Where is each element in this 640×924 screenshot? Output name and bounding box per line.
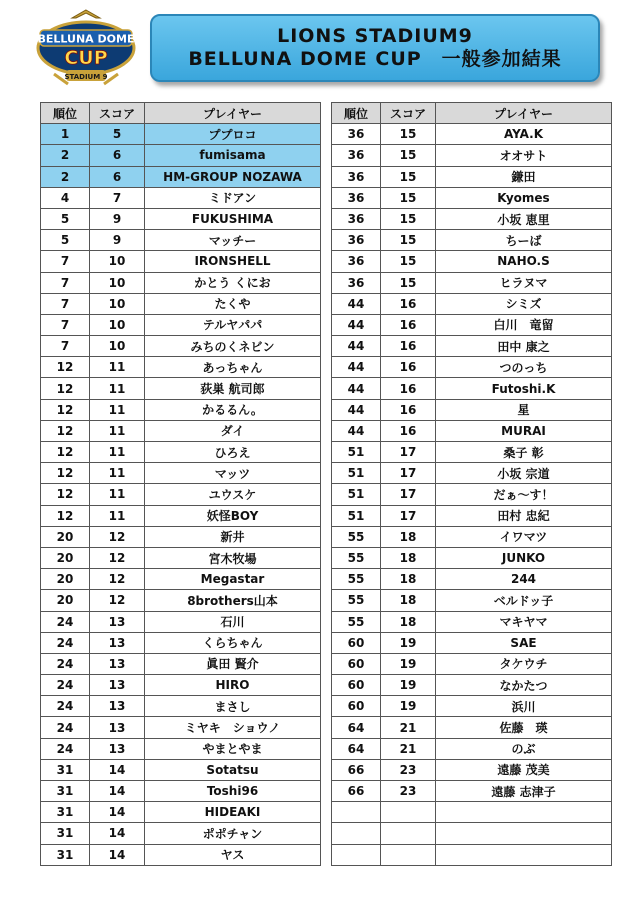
score-cell: 13 — [90, 696, 145, 717]
table-row — [332, 590, 612, 611]
score-cell: 10 — [90, 251, 145, 272]
player-cell: シミズ — [436, 293, 612, 314]
rank-cell: 44 — [332, 293, 381, 314]
player-cell: IRONSHELL — [145, 251, 321, 272]
player-cell: テルヤパパ — [145, 314, 321, 335]
rank-cell: 31 — [41, 844, 90, 865]
table-row — [41, 632, 321, 653]
rank-cell: 7 — [41, 314, 90, 335]
rank-cell: 12 — [41, 463, 90, 484]
header-rank: 順位 — [41, 103, 90, 124]
score-cell: 10 — [90, 293, 145, 314]
rank-cell — [332, 802, 381, 823]
player-cell: 8brothers山本 — [145, 590, 321, 611]
rank-cell: 51 — [332, 484, 381, 505]
player-cell: つのっち — [436, 357, 612, 378]
score-cell: 19 — [381, 675, 436, 696]
player-cell: AYA.K — [436, 124, 612, 145]
score-cell: 17 — [381, 505, 436, 526]
table-row — [332, 124, 612, 145]
player-cell: ミヤキ ショウノ — [145, 717, 321, 738]
player-cell: 遠藤 志津子 — [436, 781, 612, 802]
player-cell: 白川 竜留 — [436, 314, 612, 335]
score-cell: 16 — [381, 378, 436, 399]
table-row — [332, 420, 612, 441]
table-row — [41, 399, 321, 420]
score-cell: 15 — [381, 145, 436, 166]
rank-cell: 36 — [332, 145, 381, 166]
belluna-dome-cup-logo — [34, 8, 138, 88]
table-row — [332, 357, 612, 378]
score-cell: 11 — [90, 399, 145, 420]
rank-cell: 44 — [332, 336, 381, 357]
rank-cell: 24 — [41, 611, 90, 632]
table-row — [41, 696, 321, 717]
rank-cell: 60 — [332, 653, 381, 674]
header-player: プレイヤー — [145, 103, 321, 124]
table-row — [41, 442, 321, 463]
score-cell: 14 — [90, 781, 145, 802]
player-cell: なかたつ — [436, 675, 612, 696]
rank-cell: 20 — [41, 569, 90, 590]
score-cell: 23 — [381, 781, 436, 802]
score-cell: 18 — [381, 547, 436, 568]
player-cell: 浜川 — [436, 696, 612, 717]
score-cell: 10 — [90, 336, 145, 357]
player-cell: だぁ～す！ — [436, 484, 612, 505]
score-cell: 19 — [381, 653, 436, 674]
score-cell: 13 — [90, 675, 145, 696]
player-cell: タケウチ — [436, 653, 612, 674]
score-cell: 18 — [381, 569, 436, 590]
table-row — [41, 738, 321, 759]
rank-cell: 31 — [41, 781, 90, 802]
table-row — [332, 547, 612, 568]
rank-cell: 4 — [41, 187, 90, 208]
player-cell: ひろえ — [145, 442, 321, 463]
table-row — [41, 230, 321, 251]
player-cell: 眞田 賢介 — [145, 653, 321, 674]
player-cell: 星 — [436, 399, 612, 420]
score-cell — [381, 823, 436, 844]
table-row — [332, 251, 612, 272]
rank-cell: 12 — [41, 357, 90, 378]
player-cell: HM-GROUP NOZAWA — [145, 166, 321, 187]
banner-title-line1: LIONS STADIUM9 — [277, 25, 473, 47]
score-cell: 15 — [381, 208, 436, 229]
table-row — [332, 314, 612, 335]
table-row — [332, 611, 612, 632]
table-row — [332, 187, 612, 208]
score-cell: 11 — [90, 378, 145, 399]
player-cell: 荻巣 航司郎 — [145, 378, 321, 399]
rank-cell: 60 — [332, 696, 381, 717]
rank-cell: 36 — [332, 208, 381, 229]
score-cell: 19 — [381, 696, 436, 717]
rank-cell: 44 — [332, 357, 381, 378]
player-cell: Toshi96 — [145, 781, 321, 802]
table-row — [41, 272, 321, 293]
score-cell: 16 — [381, 293, 436, 314]
score-cell — [381, 802, 436, 823]
table-header-row — [332, 103, 612, 124]
table-row — [41, 420, 321, 441]
player-cell: マッチー — [145, 230, 321, 251]
score-cell: 15 — [381, 187, 436, 208]
rank-cell: 20 — [41, 526, 90, 547]
rank-cell: 24 — [41, 653, 90, 674]
player-cell: Futoshi.K — [436, 378, 612, 399]
rank-cell: 44 — [332, 399, 381, 420]
table-header-row — [41, 103, 321, 124]
score-cell: 5 — [90, 124, 145, 145]
table-row — [332, 230, 612, 251]
table-row — [332, 293, 612, 314]
rank-cell: 55 — [332, 611, 381, 632]
score-cell: 19 — [381, 632, 436, 653]
table-row — [332, 484, 612, 505]
table-row — [332, 442, 612, 463]
table-row — [41, 463, 321, 484]
table-row — [41, 208, 321, 229]
player-cell: みちのくネビン — [145, 336, 321, 357]
table-row — [332, 802, 612, 823]
score-cell: 10 — [90, 314, 145, 335]
score-cell: 14 — [90, 759, 145, 780]
score-cell: 7 — [90, 187, 145, 208]
player-cell: ププロコ — [145, 124, 321, 145]
player-cell: ポポチャン — [145, 823, 321, 844]
player-cell: 田中 康之 — [436, 336, 612, 357]
rank-cell: 7 — [41, 293, 90, 314]
table-row — [41, 187, 321, 208]
score-cell: 14 — [90, 823, 145, 844]
player-cell: HIRO — [145, 675, 321, 696]
table-row — [332, 759, 612, 780]
table-row — [332, 844, 612, 865]
rank-cell: 12 — [41, 505, 90, 526]
rank-cell: 24 — [41, 738, 90, 759]
player-cell: SAE — [436, 632, 612, 653]
rank-cell: 44 — [332, 378, 381, 399]
player-cell: マキヤマ — [436, 611, 612, 632]
score-cell: 16 — [381, 336, 436, 357]
player-cell: あっちゃん — [145, 357, 321, 378]
player-cell: HIDEAKI — [145, 802, 321, 823]
player-cell: ヤス — [145, 844, 321, 865]
score-cell: 9 — [90, 230, 145, 251]
player-cell: ユウスケ — [145, 484, 321, 505]
table-row — [41, 505, 321, 526]
rank-cell: 7 — [41, 251, 90, 272]
table-row — [41, 759, 321, 780]
rank-cell: 2 — [41, 166, 90, 187]
table-row — [332, 272, 612, 293]
rank-cell: 1 — [41, 124, 90, 145]
score-cell: 15 — [381, 272, 436, 293]
player-cell: Kyomes — [436, 187, 612, 208]
score-cell: 15 — [381, 124, 436, 145]
table-row — [41, 526, 321, 547]
rank-cell: 24 — [41, 717, 90, 738]
player-cell: 小坂 恵里 — [436, 208, 612, 229]
player-cell: fumisama — [145, 145, 321, 166]
header-score: スコア — [90, 103, 145, 124]
player-cell: 佐藤 瑛 — [436, 717, 612, 738]
table-row — [41, 293, 321, 314]
player-cell: ダイ — [145, 420, 321, 441]
rank-cell: 55 — [332, 590, 381, 611]
rank-cell: 24 — [41, 632, 90, 653]
rank-cell: 44 — [332, 314, 381, 335]
score-cell: 13 — [90, 717, 145, 738]
player-cell: ベルドッ子 — [436, 590, 612, 611]
score-cell: 11 — [90, 505, 145, 526]
player-cell: ミドアン — [145, 187, 321, 208]
player-cell — [436, 823, 612, 844]
table-row — [332, 569, 612, 590]
score-cell: 18 — [381, 526, 436, 547]
player-cell: 宮木牧場 — [145, 547, 321, 568]
player-cell: くらちゃん — [145, 632, 321, 653]
player-cell: FUKUSHIMA — [145, 208, 321, 229]
score-cell: 21 — [381, 738, 436, 759]
table-row — [41, 569, 321, 590]
table-row — [332, 781, 612, 802]
score-cell: 11 — [90, 463, 145, 484]
rank-cell: 51 — [332, 442, 381, 463]
player-cell: 妖怪BOY — [145, 505, 321, 526]
rank-cell: 66 — [332, 759, 381, 780]
score-cell: 18 — [381, 590, 436, 611]
table-row — [332, 208, 612, 229]
table-row — [41, 357, 321, 378]
table-row — [41, 781, 321, 802]
table-row — [332, 336, 612, 357]
rank-cell: 66 — [332, 781, 381, 802]
table-row — [41, 378, 321, 399]
table-row — [41, 145, 321, 166]
table-row — [41, 124, 321, 145]
results-table-left — [40, 102, 321, 866]
player-cell: 石川 — [145, 611, 321, 632]
player-cell: ちーば — [436, 230, 612, 251]
rank-cell: 36 — [332, 251, 381, 272]
player-cell: かるるん。 — [145, 399, 321, 420]
rank-cell: 36 — [332, 187, 381, 208]
header-player: プレイヤー — [436, 103, 612, 124]
table-row — [41, 251, 321, 272]
player-cell — [436, 802, 612, 823]
rank-cell: 24 — [41, 675, 90, 696]
table-row — [332, 823, 612, 844]
rank-cell: 2 — [41, 145, 90, 166]
svg-text:BELLUNA DOME: BELLUNA DOME — [37, 32, 135, 46]
table-row — [332, 166, 612, 187]
score-cell: 17 — [381, 442, 436, 463]
score-cell: 11 — [90, 420, 145, 441]
score-cell: 6 — [90, 145, 145, 166]
player-cell — [436, 844, 612, 865]
score-cell: 16 — [381, 314, 436, 335]
table-row — [332, 399, 612, 420]
rank-cell: 51 — [332, 463, 381, 484]
table-row — [332, 653, 612, 674]
table-row — [41, 484, 321, 505]
player-cell: 遠藤 茂美 — [436, 759, 612, 780]
rank-cell: 12 — [41, 484, 90, 505]
score-cell: 18 — [381, 611, 436, 632]
table-row — [41, 611, 321, 632]
title-banner — [150, 14, 600, 82]
player-cell: オオサト — [436, 145, 612, 166]
score-cell: 16 — [381, 420, 436, 441]
rank-cell: 36 — [332, 272, 381, 293]
score-cell — [381, 844, 436, 865]
score-cell: 6 — [90, 166, 145, 187]
score-cell: 13 — [90, 611, 145, 632]
rank-cell: 60 — [332, 632, 381, 653]
table-row — [41, 336, 321, 357]
player-cell: Sotatsu — [145, 759, 321, 780]
rank-cell: 12 — [41, 378, 90, 399]
svg-text:CUP: CUP — [64, 47, 108, 69]
player-cell: 新井 — [145, 526, 321, 547]
rank-cell: 60 — [332, 675, 381, 696]
table-row — [332, 632, 612, 653]
score-cell: 12 — [90, 590, 145, 611]
svg-text:STADIUM 9: STADIUM 9 — [64, 73, 108, 81]
results-table-right — [331, 102, 612, 866]
score-cell: 12 — [90, 569, 145, 590]
table-row — [41, 675, 321, 696]
table-row — [332, 717, 612, 738]
table-row — [41, 590, 321, 611]
rank-cell: 5 — [41, 208, 90, 229]
rank-cell: 12 — [41, 399, 90, 420]
score-cell: 13 — [90, 653, 145, 674]
table-row — [332, 378, 612, 399]
table-row — [41, 802, 321, 823]
table-row — [41, 844, 321, 865]
rank-cell: 55 — [332, 547, 381, 568]
score-cell: 13 — [90, 632, 145, 653]
rank-cell: 36 — [332, 166, 381, 187]
player-cell: まさし — [145, 696, 321, 717]
rank-cell: 24 — [41, 696, 90, 717]
rank-cell: 31 — [41, 802, 90, 823]
table-row — [41, 823, 321, 844]
table-row — [332, 463, 612, 484]
rank-cell: 20 — [41, 590, 90, 611]
player-cell: 244 — [436, 569, 612, 590]
table-row — [41, 314, 321, 335]
player-cell: かとう くにお — [145, 272, 321, 293]
score-cell: 16 — [381, 399, 436, 420]
table-row — [332, 526, 612, 547]
table-row — [332, 505, 612, 526]
rank-cell: 55 — [332, 526, 381, 547]
score-cell: 15 — [381, 251, 436, 272]
player-cell: 田村 忠紀 — [436, 505, 612, 526]
player-cell: イワマツ — [436, 526, 612, 547]
score-cell: 23 — [381, 759, 436, 780]
rank-cell: 64 — [332, 738, 381, 759]
score-cell: 15 — [381, 230, 436, 251]
table-row — [41, 653, 321, 674]
rank-cell: 31 — [41, 759, 90, 780]
player-cell: NAHO.S — [436, 251, 612, 272]
header-score: スコア — [381, 103, 436, 124]
rank-cell: 55 — [332, 569, 381, 590]
player-cell: 小坂 宗道 — [436, 463, 612, 484]
player-cell: MURAI — [436, 420, 612, 441]
player-cell: マッツ — [145, 463, 321, 484]
player-cell: のぶ — [436, 738, 612, 759]
score-cell: 14 — [90, 844, 145, 865]
table-row — [41, 547, 321, 568]
score-cell: 17 — [381, 463, 436, 484]
score-cell: 15 — [381, 166, 436, 187]
score-cell: 16 — [381, 357, 436, 378]
score-cell: 14 — [90, 802, 145, 823]
rank-cell: 12 — [41, 420, 90, 441]
player-cell: 桑子 彰 — [436, 442, 612, 463]
score-cell: 10 — [90, 272, 145, 293]
score-cell: 9 — [90, 208, 145, 229]
player-cell: ヒラヌマ — [436, 272, 612, 293]
score-cell: 17 — [381, 484, 436, 505]
player-cell: 鎌田 — [436, 166, 612, 187]
score-cell: 13 — [90, 738, 145, 759]
rank-cell: 36 — [332, 124, 381, 145]
score-cell: 21 — [381, 717, 436, 738]
table-row — [332, 696, 612, 717]
player-cell: やまとやま — [145, 738, 321, 759]
score-cell: 11 — [90, 357, 145, 378]
rank-cell: 12 — [41, 442, 90, 463]
rank-cell: 51 — [332, 505, 381, 526]
table-row — [41, 717, 321, 738]
rank-cell: 20 — [41, 547, 90, 568]
rank-cell — [332, 844, 381, 865]
rank-cell: 5 — [41, 230, 90, 251]
header-rank: 順位 — [332, 103, 381, 124]
player-cell: たくや — [145, 293, 321, 314]
rank-cell: 7 — [41, 272, 90, 293]
score-cell: 12 — [90, 547, 145, 568]
table-row — [41, 166, 321, 187]
player-cell: Megastar — [145, 569, 321, 590]
rank-cell: 7 — [41, 336, 90, 357]
banner-title-line2: BELLUNA DOME CUP 一般参加結果 — [188, 48, 562, 70]
rank-cell: 64 — [332, 717, 381, 738]
player-cell: JUNKO — [436, 547, 612, 568]
table-row — [332, 675, 612, 696]
table-row — [332, 738, 612, 759]
score-cell: 12 — [90, 526, 145, 547]
rank-cell: 31 — [41, 823, 90, 844]
score-cell: 11 — [90, 484, 145, 505]
rank-cell: 36 — [332, 230, 381, 251]
table-row — [332, 145, 612, 166]
rank-cell — [332, 823, 381, 844]
score-cell: 11 — [90, 442, 145, 463]
rank-cell: 44 — [332, 420, 381, 441]
